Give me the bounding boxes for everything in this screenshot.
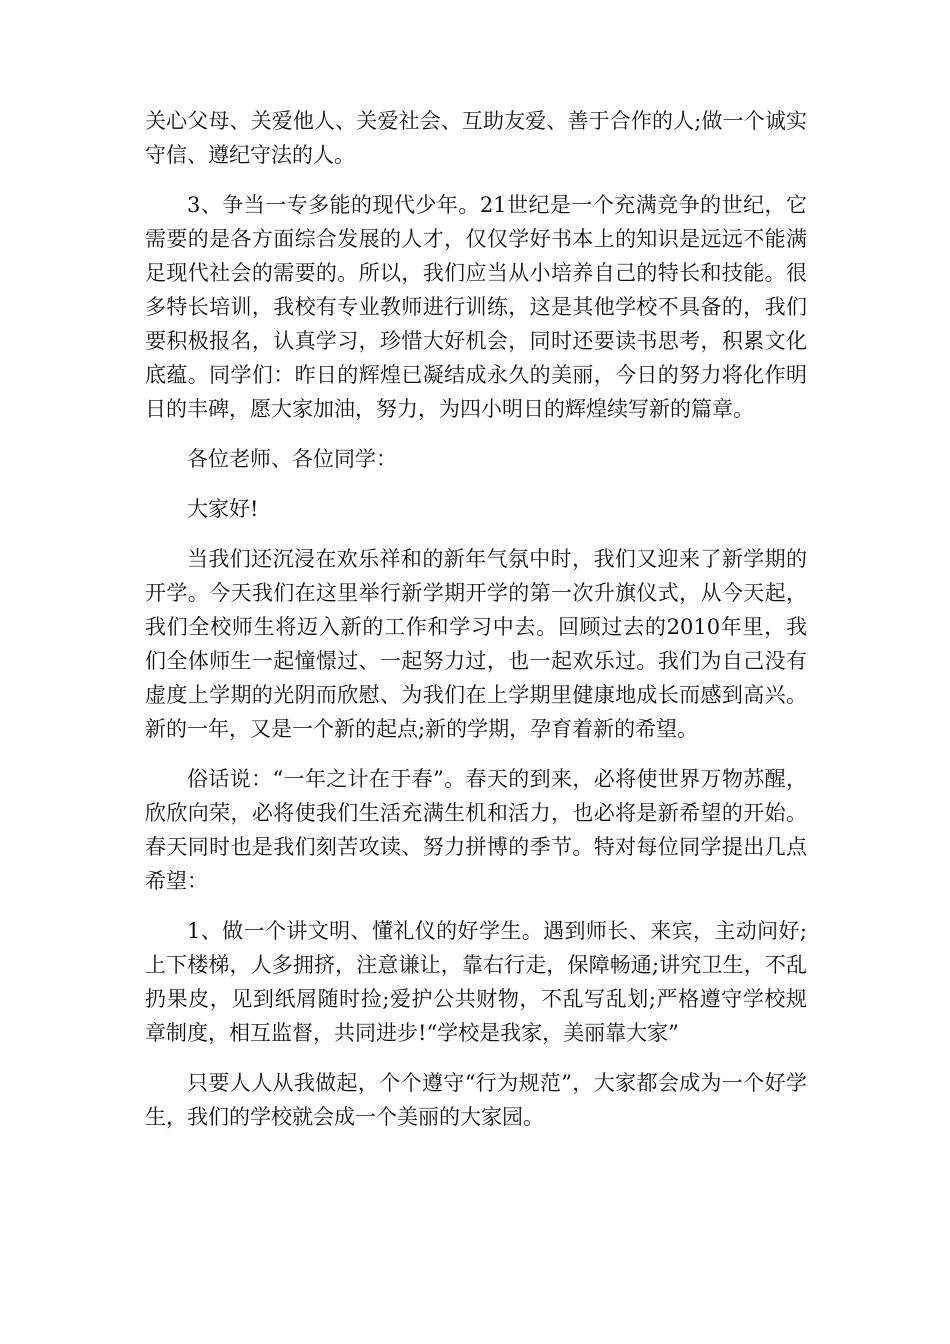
paragraph-new-semester: 当我们还沉浸在欢乐祥和的新年气氛中时，我们又迎来了新学期的开学。今天我们在这里举行新学期开学的第一次升旗仪式，从今天起，我们全校师生将迈入新的工作和学习中去。回顾过去的2010年里，我们全体师生一起憧憬过、一起努力过，也一起欢乐过。我们为自己没有虚度上学期的光阴而欣慰、为我们在上学期里健康地成长而感到高兴。新的一年，又是一个新的起点;新的学期，孕育着新的希望。 xyxy=(145,547,807,741)
paragraph-closing: 只要人人从我做起，个个遵守“行为规范”，大家都会成为一个好学生，我们的学校就会成一个美丽的大家园。 xyxy=(145,1071,807,1129)
paragraph-greeting: 大家好! xyxy=(187,497,259,521)
document-body xyxy=(145,104,807,1150)
paragraph-spring: 俗话说：“一年之计在于春”。春天的到来，必将使世界万物苏醒，欣欣向荣，必将使我们生活充满生机和活力，也必将是新希望的开始。春天同时也是我们刻苦攻读、努力拼博的季节。特对每位同学提出几点希望： xyxy=(145,767,807,893)
paragraph-point-3: 3、争当一专多能的现代少年。21世纪是一个充满竞争的世纪，它需要的是各方面综合发展的人才，仅仅学好书本上的知识是远远不能满足现代社会的需要的。所以，我们应当从小培养自己的特长和技能。很多特长培训，我校有专业教师进行训练，这是其他学校不具备的，我们要积极报名，认真学习，珍惜大好机会，同时还要读书思考，积累文化底蕴。同学们：昨日的辉煌已凝结成永久的美丽，今日的努力将化作明日的丰碑，愿大家加油，努力，为四小明日的辉煌续写新的篇章。 xyxy=(145,193,807,421)
paragraph-continuation: 关心父母、关爱他人、关爱社会、互助友爱、善于合作的人;做一个诚实守信、遵纪守法的人。 xyxy=(145,109,807,167)
paragraph-point-1: 1、做一个讲文明、懂礼仪的好学生。遇到师长、来宾，主动问好;上下楼梯，人多拥挤，注意谦让，靠右行走，保障畅通;讲究卫生，不乱扔果皮，见到纸屑随时捡;爱护公共财物，不乱写乱划;严格遵守学校规章制度，相互监督，共同进步!“学校是我家，美丽靠大家” xyxy=(145,919,807,1045)
paragraph-salutation: 各位老师、各位同学： xyxy=(187,447,397,471)
